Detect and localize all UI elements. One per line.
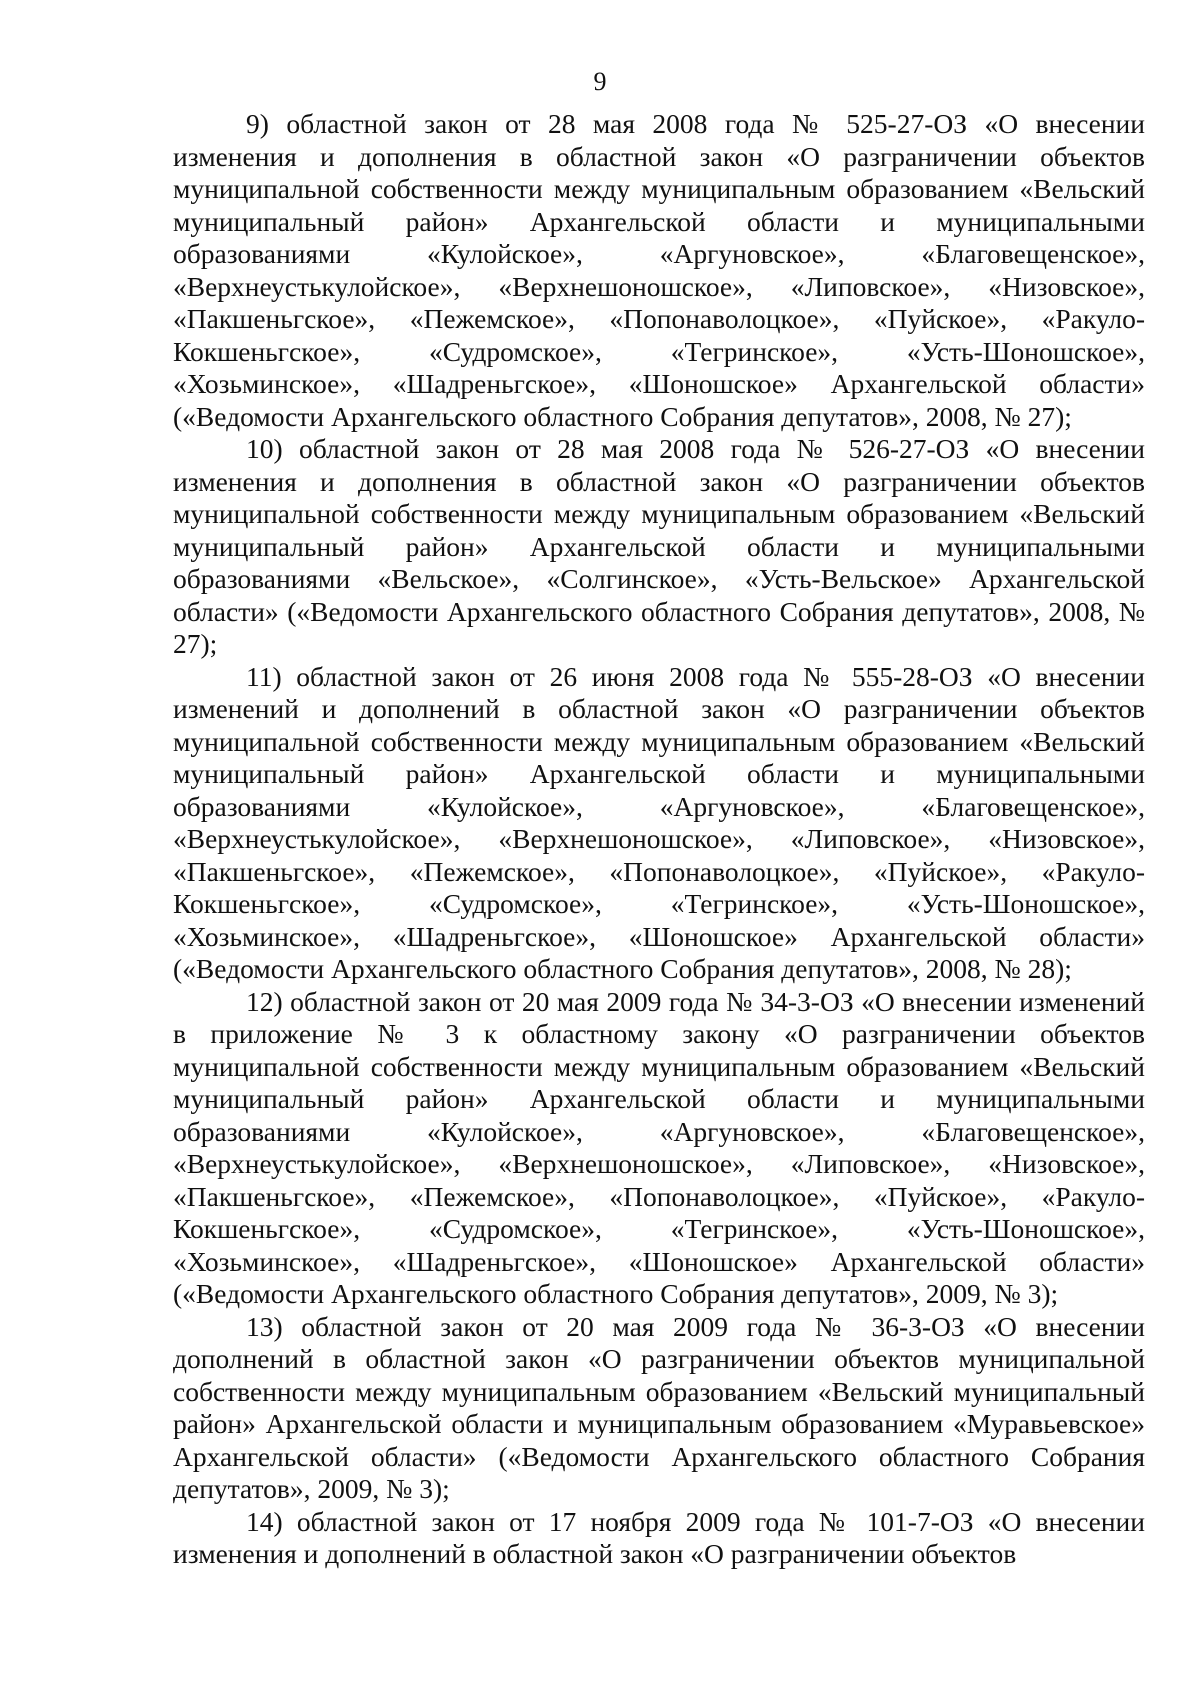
- list-item: 13) областной закон от 20 мая 2009 года № 36-3-ОЗ «О внесении дополнений в областной закон «О разграничении объектов муниципальной собственности между муниципальным образованием «Вельский муниципальный район» Архангельской области и муниципальным образованием «Муравьевское» Архангельской области» («Ведомости Архангельского областного Собрания депутатов», 2009, № 3);: [173, 1310, 1145, 1504]
- list-item: 9) областной закон от 28 мая 2008 года № 525-27-ОЗ «О внесении изменения и дополнения в областной закон «О разграничении объектов муниципальной собственности между муниципальным образованием «Вельский муниципальный район» Архангельской области и муниципальными образованиями «Кулойское», «Аргуновское», «Благовещенское», «Верхнеустькулойское», «Верхнешоношское», «Липовское», «Низовское», «Пакшеньгское», «Пежемское», «Попонаволоцкое», «Пуйское», «Ракуло-Кокшеньгское», «Судромское», «Тегринское», «Усть-Шоношское», «Хозьминское», «Шадреньгское», «Шоношское» Архангельской области» («Ведомости Архангельского областного Собрания депутатов», 2008, № 27);: [173, 108, 1145, 432]
- list-item: 10) областной закон от 28 мая 2008 года № 526-27-ОЗ «О внесении изменения и дополнения в областной закон «О разграничении объектов муниципальной собственности между муниципальным образованием «Вельский муниципальный район» Архангельской области и муниципальными образованиями «Вельское», «Солгинское», «Усть-Вельское» Архангельской области» («Ведомости Архангельского областного Собрания депутатов», 2008, № 27);: [173, 433, 1145, 659]
- page-number: 9: [593, 67, 607, 96]
- document-body: [173, 108, 1145, 1571]
- list-item: 12) областной закон от 20 мая 2009 года № 34-3-ОЗ «О внесении изменений в приложение № 3 к областному закону «О разграничении объектов муниципальной собственности между муниципальным образованием «Вельский муниципальный район» Архангельской области и муниципальными образованиями «Кулойское», «Аргуновское», «Благовещенское», «Верхнеустькулойское», «Верхнешоношское», «Липовское», «Низовское», «Пакшеньгское», «Пежемское», «Попонаволоцкое», «Пуйское», «Ракуло-Кокшеньгское», «Судромское», «Тегринское», «Усть-Шоношское», «Хозьминское», «Шадреньгское», «Шоношское» Архангельской области» («Ведомости Архангельского областного Собрания депутатов», 2009, № 3);: [173, 985, 1145, 1309]
- list-item: 14) областной закон от 17 ноября 2009 года № 101-7-ОЗ «О внесении изменения и дополнений в областной закон «О разграничении объектов: [173, 1505, 1145, 1569]
- list-item: 11) областной закон от 26 июня 2008 года № 555-28-ОЗ «О внесении изменений и дополнений в областной закон «О разграничении объектов муниципальной собственности между муниципальным образованием «Вельский муниципальный район» Архангельской области и муниципальными образованиями «Кулойское», «Аргуновское», «Благовещенское», «Верхнеустькулойское», «Верхнешоношское», «Липовское», «Низовское», «Пакшеньгское», «Пежемское», «Попонаволоцкое», «Пуйское», «Ракуло-Кокшеньгское», «Судромское», «Тегринское», «Усть-Шоношское», «Хозьминское», «Шадреньгское», «Шоношское» Архангельской области» («Ведомости Архангельского областного Собрания депутатов», 2008, № 28);: [173, 660, 1145, 984]
